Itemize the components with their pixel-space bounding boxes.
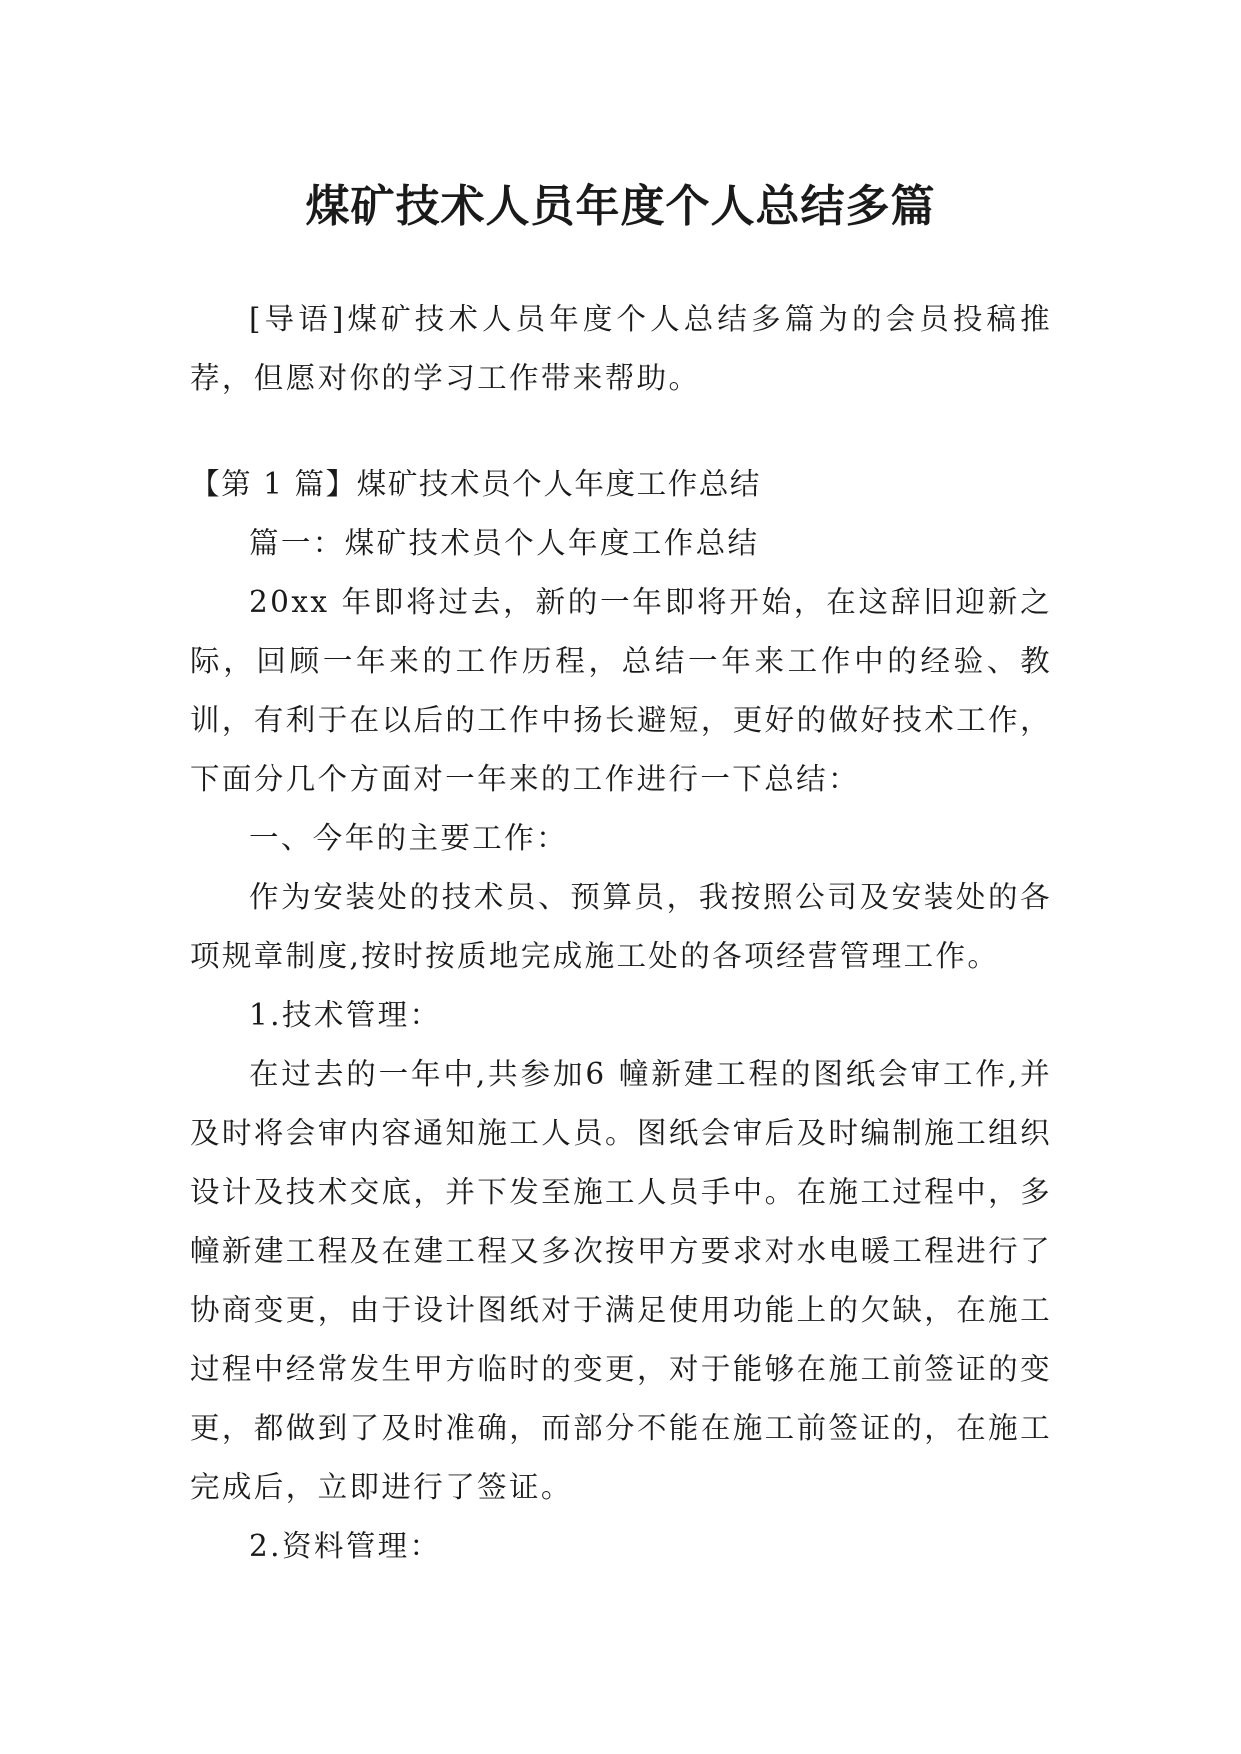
body-paragraph: 一、今年的主要工作： xyxy=(249,821,569,855)
body-paragraph: 1.技术管理： xyxy=(249,998,442,1032)
body-paragraph: 在过去的一年中,共参加6 幢新建工程的图纸会审工作,并及时将会审内容通知施工人员。图纸会审后及时编制施工组织设计及技术交底，并下发至施工人员手中。在施工过程中，多幢新建工程及在建工程又多次按甲方要求对水电暖工程进行了协商变更，由于设计图纸对于满足使用功能上的欠缺，在施工过程中经常发生甲方临时的变更，对于能够在施工前签证的变更，都做到了及时准确，而部分不能在施工前签证的，在施工完成后，立即进行了签证。 xyxy=(190,1057,1052,1504)
document-title: 煤矿技术人员年度个人总结多篇 xyxy=(305,181,936,233)
body-paragraph: 作为安装处的技术员、预算员，我按照公司及安装处的各项规章制度,按时按质地完成施工处的各项经营管理工作。 xyxy=(190,880,1052,973)
document-body xyxy=(190,290,1052,1576)
intro-paragraph: [导语]煤矿技术人员年度个人总结多篇为的会员投稿推荐，但愿对你的学习工作带来帮助。 xyxy=(190,302,1052,395)
body-paragraph: 2.资料管理： xyxy=(249,1529,442,1563)
body-paragraph: 20xx 年即将过去，新的一年即将开始，在这辞旧迎新之际，回顾一年来的工作历程，总结一年来工作中的经验、教训，有利于在以后的工作中扬长避短，更好的做好技术工作，下面分几个方面对一年来的工作进行一下总结： xyxy=(190,585,1052,796)
section-heading: 【第 1 篇】煤矿技术员个人年度工作总结 xyxy=(190,467,762,501)
subheading: 篇一：煤矿技术员个人年度工作总结 xyxy=(249,526,760,560)
